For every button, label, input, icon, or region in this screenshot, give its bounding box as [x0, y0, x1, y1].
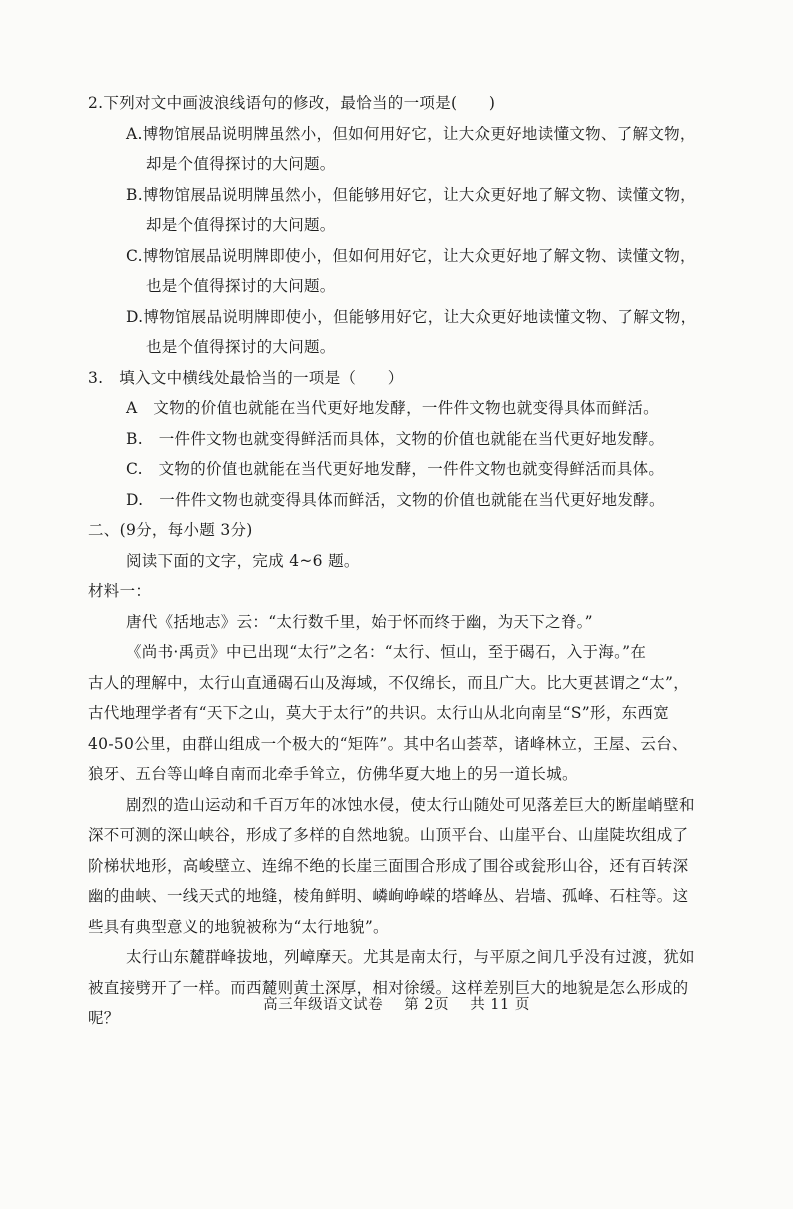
paragraph-2-line: 40-50公里，由群山组成一个极大的“矩阵”。其中名山荟萃，诸峰林立，王屋、云台、: [88, 734, 688, 753]
question-3-option-b: B. 一件件文物也就变得鲜活而具体，文物的价值也就能在当代更好地发酵。: [126, 429, 665, 448]
question-2-option-a: A.博物馆展品说明牌虽然小，但如何用好它，让大众更好地读懂文物、了解文物，: [126, 124, 696, 143]
question-3-stem: 3. 填入文中横线处最恰当的一项是（ ）: [88, 368, 404, 387]
question-2-option-c-cont: 也是个值得探讨的大问题。: [146, 277, 336, 295]
question-2-option-d: D.博物馆展品说明牌即使小，但能够用好它，让大众更好地读懂文物、了解文物，: [126, 307, 697, 326]
paragraph-4-line: 呢？: [88, 1009, 120, 1027]
footer-page-number: 第 2页: [404, 997, 450, 1013]
paragraph-4-line: 被直接劈开了一样。而西麓则黄土深厚，相对徐缓。这样差别巨大的地貌是怎么形成的: [88, 978, 689, 997]
paragraph-3-line: 些具有典型意义的地貌被称为“太行地貌”。: [88, 917, 389, 936]
section-2-heading: 二、(9分，每小题 3分): [88, 521, 253, 539]
paragraph-3-line: 深不可测的深山峡谷，形成了多样的自然地貌。山顶平台、山崖平台、山崖陡坎组成了: [88, 826, 689, 844]
question-2-option-a-cont: 却是个值得探讨的大问题。: [146, 155, 336, 173]
question-2-stem: 2.下列对文中画波浪线语句的修改，最恰当的一项是( ): [88, 94, 496, 112]
page-content: [88, 88, 708, 1034]
question-2-option-d-cont: 也是个值得探讨的大问题。: [146, 338, 336, 356]
paragraph-2-line: 古代地理学者有“天下之山，莫大于太行”的共识。太行山从北向南呈“S”形，东西宽: [88, 704, 670, 722]
page-footer: [0, 993, 793, 1014]
question-2-option-b-cont: 却是个值得探讨的大问题。: [146, 216, 336, 234]
footer-total-pages: 共 11 页: [470, 997, 530, 1013]
question-3-option-d: D. 一件件文物也就变得具体而鲜活，文物的价值也就能在当代更好地发酵。: [126, 490, 665, 509]
paragraph-3-line: 阶梯状地形，高峻壁立、连绵不绝的长崖三面围合形成了围谷或瓮形山谷，还有百转深: [88, 856, 689, 875]
paragraph-2-line: 古人的理解中，太行山直通碣石山及海域，不仅绵长，而且广大。比大更甚谓之“太”，: [88, 673, 690, 692]
question-2-option-c: C.博物馆展品说明牌即使小，但如何用好它，让大众更好地了解文物、读懂文物，: [126, 246, 696, 265]
paragraph-3-line: 幽的曲峡、一线天式的地缝，棱角鲜明、嶙峋峥嵘的塔峰丛、岩墙、孤峰、石柱等。这: [88, 887, 689, 905]
footer-title: 高三年级语文试卷: [263, 997, 384, 1013]
paragraph-2-line: 《尚书·禹贡》中已出现“太行”之名：“太行、恒山，至于碣石，入于海。”在: [126, 643, 647, 661]
question-3-option-a: A 文物的价值也就能在当代更好地发酵，一件件文物也就变得具体而鲜活。: [126, 399, 659, 417]
paragraph-3-line: 剧烈的造山运动和千百万年的冰蚀水侵，使太行山随处可见落差巨大的断崖峭壁和: [126, 795, 695, 814]
section-2-instruction: 阅读下面的文字，完成 4~6 题。: [126, 551, 360, 570]
paragraph-2-line: 狼牙、五台等山峰自南而北牵手耸立，仿佛华夏大地上的另一道长城。: [88, 765, 578, 783]
material-label: 材料一：: [88, 582, 152, 600]
paragraph-4-line: 太行山东麓群峰拔地，列嶂摩天。尤其是南太行，与平原之间几乎没有过渡，犹如: [126, 948, 695, 966]
question-3-option-c: C. 文物的价值也就能在当代更好地发酵，一件件文物也就变得鲜活而具体。: [126, 460, 665, 478]
paragraph-1-line: 唐代《括地志》云：“太行数千里，始于怀而终于幽，为天下之脊。”: [126, 612, 593, 631]
question-2-option-b: B.博物馆展品说明牌虽然小，但能够用好它，让大众更好地了解文物、读懂文物，: [126, 185, 696, 204]
